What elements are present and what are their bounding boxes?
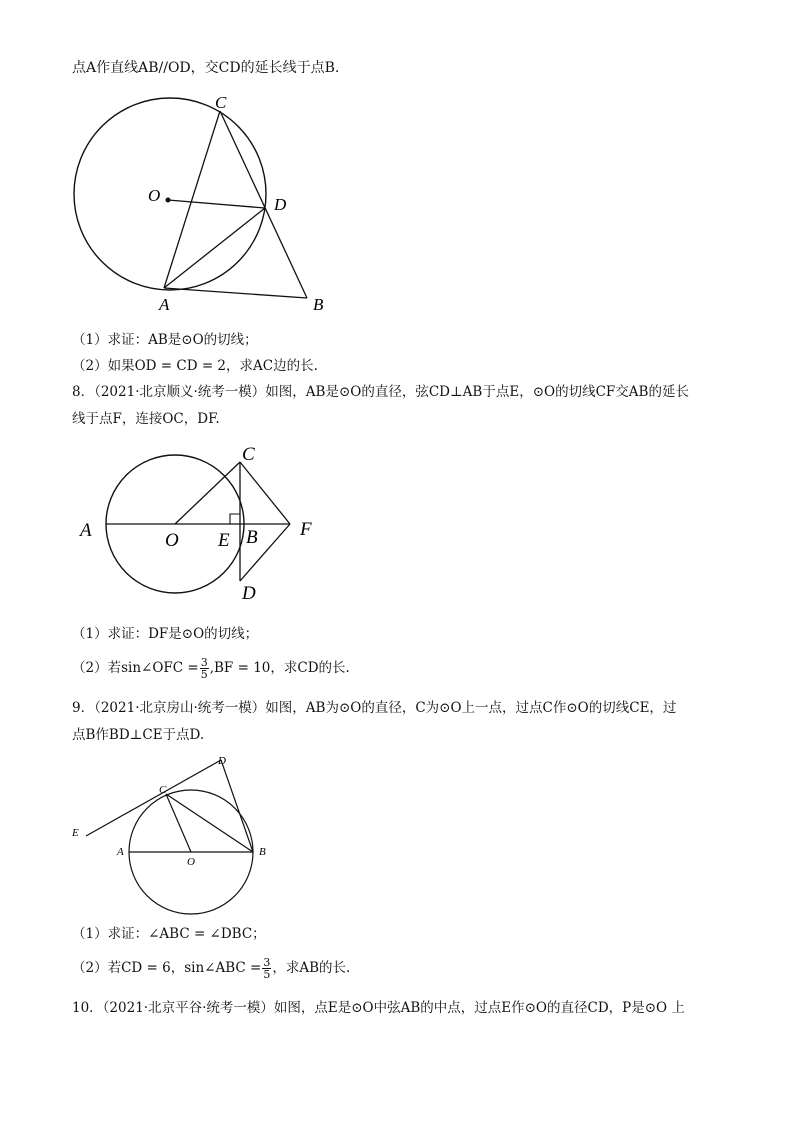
q7-part2: （2）如果OD = CD = 2，求AC边的长. [72, 358, 318, 374]
label-A: A [159, 295, 170, 314]
fraction-3-5: $\frac{3}{5}$ [200, 656, 208, 681]
q9-part2-pre: （2）若CD = 6，sin∠ABC = [72, 960, 262, 976]
q8-part1: （1）求证：DF是⊙O的切线； [72, 626, 259, 642]
label-B: B [313, 295, 324, 314]
q7-part1: （1）求证：AB是⊙O的切线； [72, 332, 258, 348]
label-C: C [242, 444, 255, 465]
intro-line: 点A作直线AB//OD，交CD的延长线于点B. [72, 60, 340, 76]
label-D: D [274, 195, 287, 214]
label-E: E [218, 530, 230, 551]
q9-part2-post: ，求AB的长. [272, 960, 351, 976]
label-D: D [218, 755, 226, 767]
q9-line2: 点B作BD⊥CE于点D. [72, 727, 205, 743]
label-C: C [159, 784, 167, 796]
label-B: B [259, 846, 266, 858]
figure-2-diameter-chord [72, 440, 332, 610]
q9-part1: （1）求证：∠ABC = ∠DBC； [72, 926, 266, 942]
label-O: O [165, 530, 179, 551]
label-A: A [117, 846, 124, 858]
q8-part2-post: ,BF = 10，求CD的长. [209, 660, 350, 676]
figure-3-tangent-line [66, 748, 286, 918]
q9-line1: 9．（2021·北京房山·统考一模）如图，AB为⊙O的直径，C为⊙O上一点，过点C作⊙O的切线CE，过 [72, 700, 677, 716]
q8-line2: 线于点F，连接OC，DF. [72, 411, 220, 427]
figure-1-circle-tangent [60, 88, 350, 318]
fraction-3-5: $\frac{3}{5}$ [263, 956, 271, 981]
label-B: B [246, 527, 258, 548]
label-O: O [148, 186, 161, 205]
label-D: D [242, 583, 256, 604]
label-A: A [80, 520, 92, 541]
q8-part2 [72, 656, 350, 680]
q9-part2 [72, 956, 350, 980]
q8-part2-pre: （2）若sin∠OFC = [72, 660, 199, 676]
label-C: C [215, 93, 227, 112]
label-F: F [300, 519, 312, 540]
label-O: O [187, 856, 195, 868]
label-E: E [72, 827, 79, 839]
q10-line1: 10．（2021·北京平谷·统考一模）如图，点E是⊙O中弦AB的中点，过点E作⊙O的直径CD，P是⊙O 上 [72, 1000, 685, 1016]
q8-line1: 8．（2021·北京顺义·统考一模）如图，AB是⊙O的直径，弦CD⊥AB于点E，⊙O的切线CF交AB的延长 [72, 384, 689, 400]
